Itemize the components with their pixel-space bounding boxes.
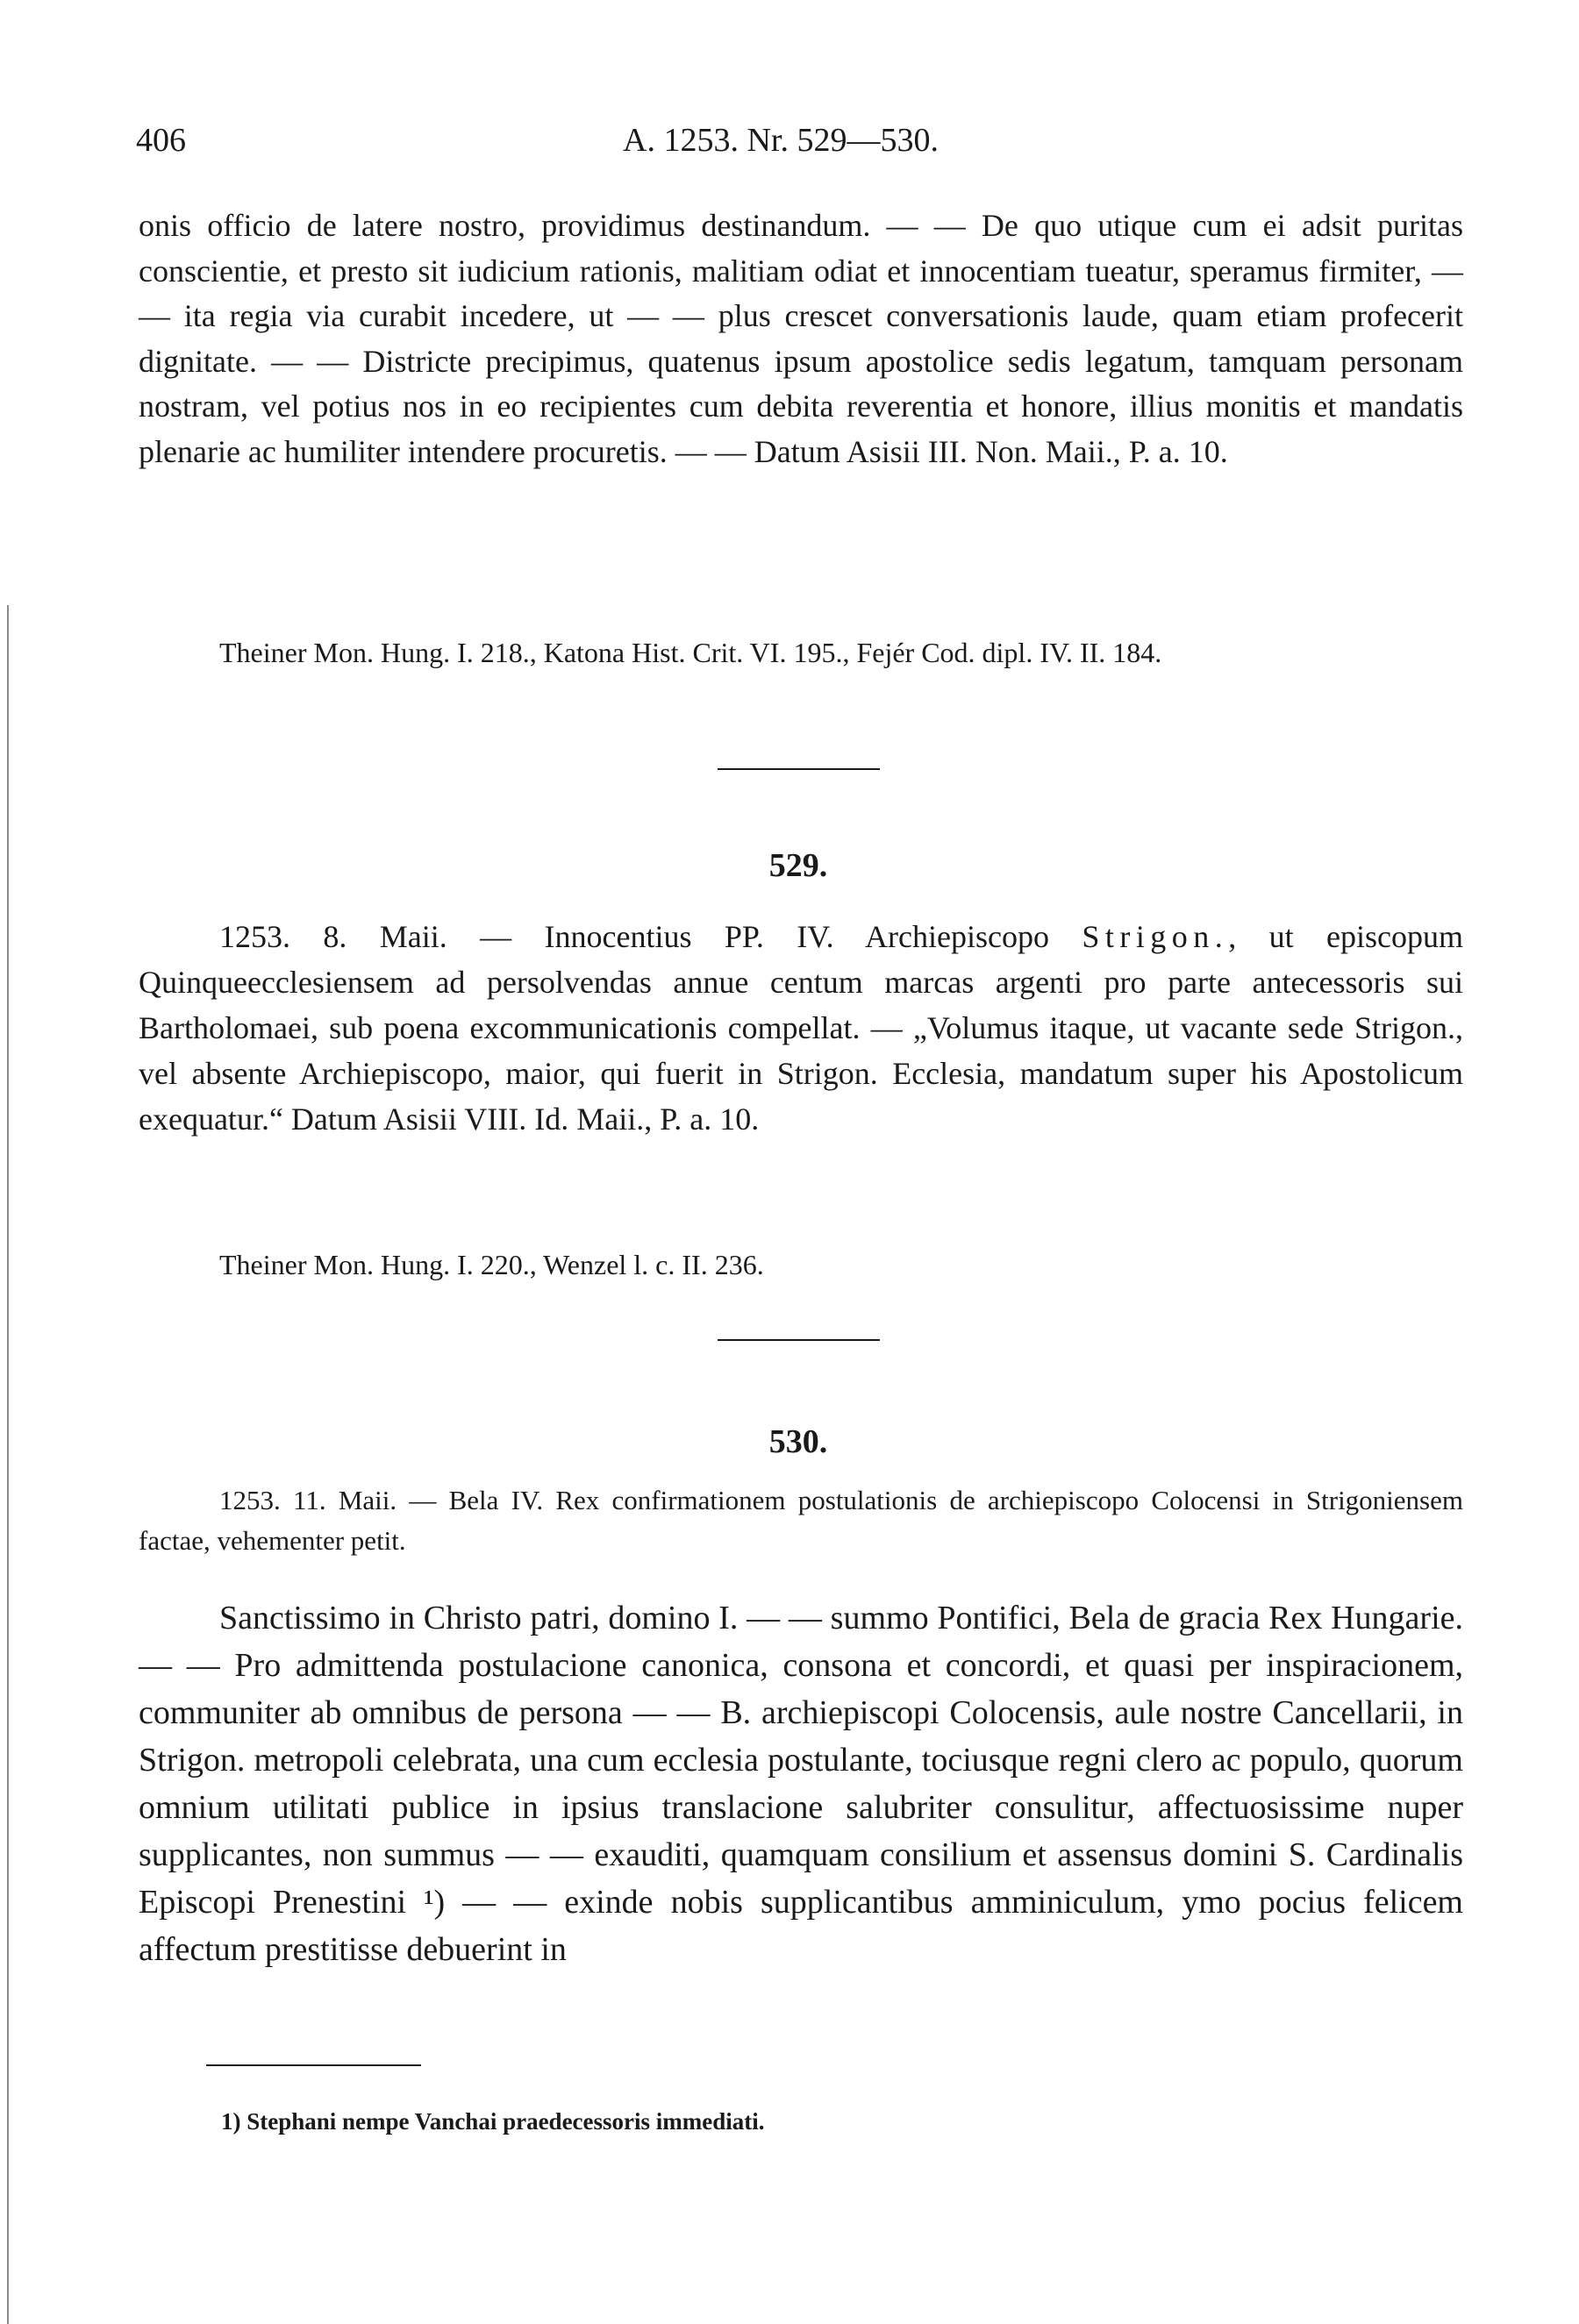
- charter-text-part-1: Sanctissimo in Christo patri, domino I. — — summo Pontifici, Bela de gracia Rex Hungarie. — — Pro admittenda postulacione canonica, consona et concordi, et quasi per inspiracionem, communiter ab omnibus de persona — — B. archiepiscopi Colocensis, aule nostre Cancellarii, in Strigon. metropoli celebrata, una cum ecclesia postulante, tociusque regni clero ac populo, quorum omnium utilitati publice in ipsius translacione salubriter consulitur, affectuosissime nuper supplicantes, non summus — — exauditi, quamquam consilium et assensus domini S. Cardinalis Episcopi Prenestini: [139, 1600, 1463, 1921]
- charter-text-530: [139, 1594, 1463, 1973]
- document-number-529: 529.: [768, 847, 828, 884]
- footnote-rule: [206, 2064, 421, 2066]
- section-divider: [718, 768, 880, 770]
- section-divider: [718, 1339, 880, 1341]
- charter-text-part-2: — — exinde nobis supplicantibus amminiculum, ymo pocius felicem affectum prestitisse debuerint in: [139, 1884, 1463, 1968]
- page-number: 406: [136, 122, 186, 159]
- citation-528: Theiner Mon. Hung. I. 218., Katona Hist. Crit. VI. 195., Fejér Cod. dipl. IV. II. 184.: [219, 637, 1162, 668]
- regest-529-rest: , ut episcopum Quinqueecclesiensem ad persolvendas annue centum marcas argenti pro parte antecessoris sui Bartholomaei, sub poena excommunicationis compellat. — „Volumus itaque, ut vacante sede Strigon., vel absente Archiepiscopo, maior, qui fuerit in Strigon. Ecclesia, mandatum super his Apostolicum exequatur.“ Datum Asisii VIII. Id. Maii., P. a. 10.: [139, 919, 1463, 1137]
- regest-529: [139, 914, 1463, 1142]
- running-head: [136, 121, 1461, 165]
- footnote: 1) Stephani nempe Vanchai praedecessoris immediati.: [221, 2108, 765, 2135]
- regest-530: 1253. 11. Maii. — Bela IV. Rex confirmationem postulationis de archiepiscopo Colocensi in Strigoniensem factae, vehementer petit.: [139, 1485, 1463, 1556]
- running-head-title: A. 1253. Nr. 529—530.: [623, 122, 939, 159]
- document-number-530: 530.: [768, 1423, 828, 1460]
- regest-529-lead: 1253. 8. Maii. — Innocentius PP. IV. Archiepiscopo: [219, 919, 1082, 954]
- citation-529: Theiner Mon. Hung. I. 220., Wenzel l. c. II. 236.: [219, 1249, 764, 1280]
- footnote-marker: ¹): [424, 1884, 446, 1921]
- regest-529-spaced-name: Strigon.: [1082, 919, 1229, 954]
- intro-paragraph: onis officio de latere nostro, providimus destinandum. — — De quo utique cum ei adsit puritas conscientie, et presto sit iudicium rationis, malitiam odiat et innocentiam tueatur, speramus firmiter, — — ita regia via curabit incedere, ut — — plus crescet conversationis laude, quam etiam profecerit dignitate. — — Districte precipimus, quatenus ipsum apostolice sedis legatum, tamquam personam nostram, vel potius nos in eo recipientes cum debita reverentia et honore, illius monitis et mandatis plenarie ac humiliter intendere procuretis. — — Datum Asisii III. Non. Maii., P. a. 10.: [139, 208, 1463, 469]
